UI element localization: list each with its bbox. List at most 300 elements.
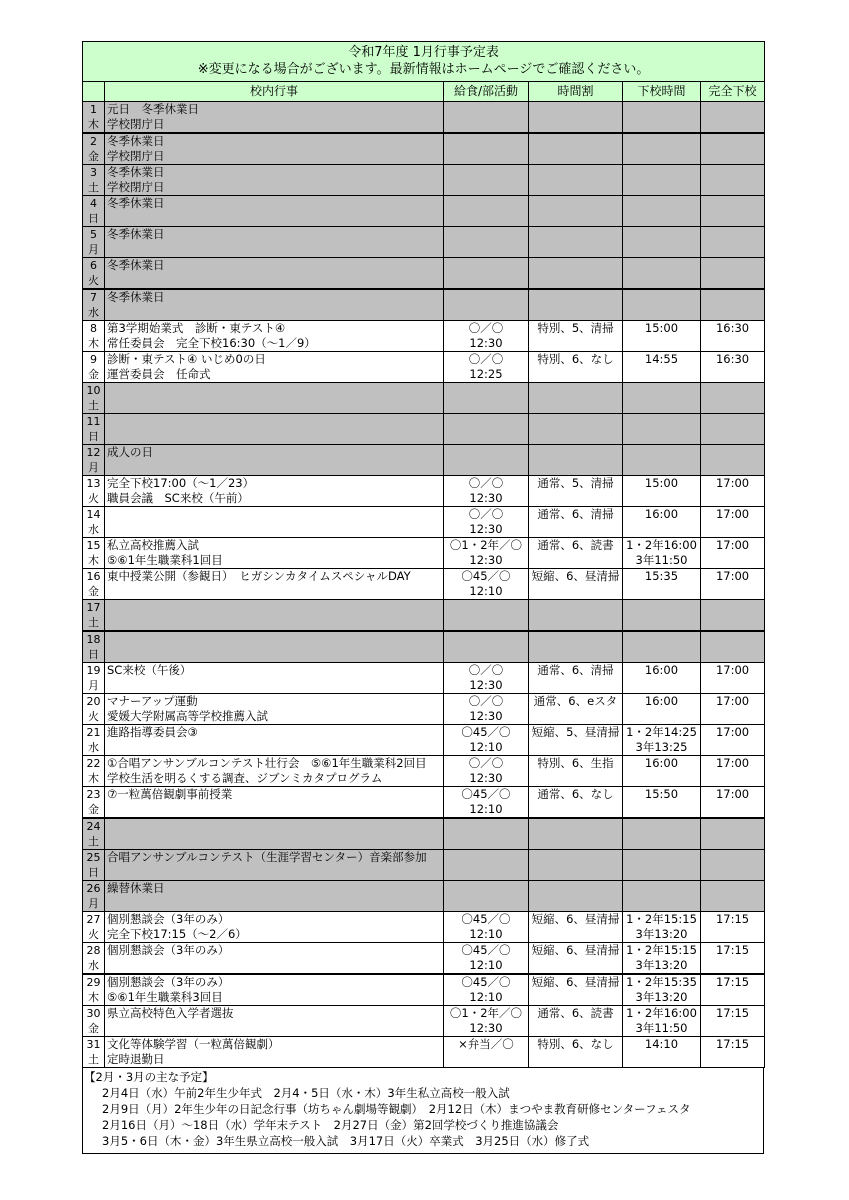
date-cell xyxy=(83,165,105,196)
timetable-cell xyxy=(529,881,623,912)
lunch-time: 12:30 xyxy=(469,491,503,505)
final-dismissal-time: 17:15 xyxy=(715,912,750,926)
table-row xyxy=(83,102,765,134)
weekday: 金 xyxy=(88,150,99,163)
final-dismissal-cell xyxy=(701,881,765,912)
table-row xyxy=(83,912,765,943)
weekday: 月 xyxy=(88,679,99,692)
weekday: 土 xyxy=(88,181,99,194)
day-number: 10 xyxy=(86,384,101,397)
timetable-cell xyxy=(529,569,623,600)
lunch-club-cell xyxy=(444,600,529,632)
dismissal-cell xyxy=(623,258,701,290)
dismissal-cell xyxy=(623,321,701,352)
final-dismissal-time: 16:30 xyxy=(715,321,750,335)
lunch-club-status: 〇45／〇 xyxy=(461,569,511,583)
table-row xyxy=(83,352,765,383)
lunch-club-cell xyxy=(444,818,529,850)
lunch-club-cell xyxy=(444,227,529,258)
timetable-cell xyxy=(529,600,623,632)
dismissal-cell xyxy=(623,569,701,600)
day-number: 23 xyxy=(86,788,101,801)
dismissal-cell xyxy=(623,227,701,258)
column-header-events: 校内行事 xyxy=(105,82,444,102)
events-cell xyxy=(105,631,444,663)
weekday: 金 xyxy=(88,1022,99,1035)
timetable-value: 短縮、6、昼清掃 xyxy=(531,569,620,583)
page-title: 令和7年度 1月行事予定表 xyxy=(348,45,499,60)
schedule-body xyxy=(83,102,765,1068)
weekday: 日 xyxy=(88,866,99,879)
dismissal-time: 16:00 xyxy=(644,694,679,708)
lunch-club-cell xyxy=(444,1037,529,1068)
timetable-value: 通常、6、なし xyxy=(537,787,614,801)
events-cell xyxy=(105,1037,444,1068)
lunch-time: 12:30 xyxy=(469,1021,503,1035)
final-dismissal-cell xyxy=(701,974,765,1006)
events-cell xyxy=(105,258,444,290)
dismissal-cell xyxy=(623,289,701,321)
day-number: 12 xyxy=(86,446,101,459)
dismissal-cell xyxy=(623,756,701,787)
timetable-value: 短縮、5、昼清掃 xyxy=(531,725,620,739)
dismissal-time-3rd: 3年13:20 xyxy=(635,958,688,972)
lunch-club-status: 〇／〇 xyxy=(468,756,504,770)
timetable-cell xyxy=(529,725,623,756)
final-dismissal-cell xyxy=(701,1037,765,1068)
final-dismissal-cell xyxy=(701,445,765,476)
events-cell xyxy=(105,725,444,756)
timetable-cell xyxy=(529,850,623,881)
event-line: 元日 冬季休業日 xyxy=(107,102,199,116)
schedule-sheet xyxy=(82,41,764,1154)
event-line: 冬季休業日 xyxy=(107,134,165,148)
lunch-club-cell xyxy=(444,1006,529,1037)
date-cell xyxy=(83,258,105,290)
event-line: 冬季休業日 xyxy=(107,290,165,304)
dismissal-cell xyxy=(623,476,701,507)
timetable-cell xyxy=(529,631,623,663)
date-cell xyxy=(83,881,105,912)
final-dismissal-time: 17:15 xyxy=(715,975,750,989)
events-cell xyxy=(105,881,444,912)
weekday: 火 xyxy=(88,928,99,941)
table-row xyxy=(83,289,765,321)
dismissal-cell xyxy=(623,352,701,383)
events-cell xyxy=(105,414,444,445)
table-row xyxy=(83,165,765,196)
weekday: 木 xyxy=(88,991,99,1004)
dismissal-cell xyxy=(623,943,701,975)
timetable-cell xyxy=(529,476,623,507)
dismissal-cell xyxy=(623,663,701,694)
timetable-value: 通常、6、読書 xyxy=(537,1006,614,1020)
dismissal-time: 15:00 xyxy=(644,476,679,490)
final-dismissal-cell xyxy=(701,258,765,290)
table-row xyxy=(83,414,765,445)
lunch-time: 12:10 xyxy=(469,958,503,972)
final-dismissal-time: 17:00 xyxy=(715,507,750,521)
event-line: 県立高校特色入学者選抜 xyxy=(107,1006,234,1020)
lunch-club-status: 〇45／〇 xyxy=(461,943,511,957)
event-line: ⑤⑥1年生職業科1回目 xyxy=(107,553,223,567)
upcoming-notes xyxy=(82,1068,764,1154)
events-cell xyxy=(105,196,444,227)
day-number: 3 xyxy=(90,166,97,179)
table-row xyxy=(83,507,765,538)
lunch-club-cell xyxy=(444,787,529,819)
event-line: 個別懇談会（3年のみ） xyxy=(107,912,230,926)
table-row xyxy=(83,881,765,912)
events-cell xyxy=(105,569,444,600)
dismissal-cell xyxy=(623,383,701,414)
date-cell xyxy=(83,694,105,725)
final-dismissal-cell xyxy=(701,694,765,725)
dismissal-cell xyxy=(623,694,701,725)
day-number: 19 xyxy=(86,664,101,677)
table-row xyxy=(83,974,765,1006)
lunch-club-cell xyxy=(444,102,529,134)
day-number: 25 xyxy=(86,851,101,864)
events-cell xyxy=(105,850,444,881)
event-line: 成人の日 xyxy=(107,445,153,459)
lunch-club-cell xyxy=(444,974,529,1006)
day-number: 18 xyxy=(86,633,101,646)
date-cell xyxy=(83,445,105,476)
timetable-cell xyxy=(529,445,623,476)
final-dismissal-time: 17:15 xyxy=(715,1037,750,1051)
weekday: 火 xyxy=(88,492,99,505)
notes-line: 2月9日（月）2年生少年の日記念行事（坊ちゃん劇場等観劇） 2月12日（木）まつやま教育研修センターフェスタ xyxy=(102,1102,691,1116)
date-cell xyxy=(83,943,105,975)
lunch-club-cell xyxy=(444,881,529,912)
lunch-time: 12:30 xyxy=(469,678,503,692)
lunch-time: 12:10 xyxy=(469,802,503,816)
day-number: 17 xyxy=(86,601,101,614)
lunch-club-status: 〇／〇 xyxy=(468,507,504,521)
final-dismissal-cell xyxy=(701,196,765,227)
day-number: 11 xyxy=(86,415,101,428)
lunch-club-status: 〇1・2年／〇 xyxy=(449,538,523,552)
date-cell xyxy=(83,227,105,258)
lunch-club-status: 〇／〇 xyxy=(468,321,504,335)
final-dismissal-cell xyxy=(701,663,765,694)
dismissal-time-3rd: 3年13:20 xyxy=(635,927,688,941)
dismissal-time: 14:55 xyxy=(644,352,679,366)
dismissal-time-3rd: 3年13:20 xyxy=(635,990,688,1004)
timetable-value: 特別、6、なし xyxy=(537,1037,614,1051)
event-line: ①合唱アンサンブルコンテスト壮行会 ⑤⑥1年生職業科2回目 xyxy=(107,756,427,770)
dismissal-cell xyxy=(623,196,701,227)
timetable-value: 通常、5、清掃 xyxy=(537,476,614,490)
timetable-cell xyxy=(529,321,623,352)
date-cell xyxy=(83,289,105,321)
final-dismissal-cell xyxy=(701,289,765,321)
weekday: 水 xyxy=(88,959,99,972)
column-header-date xyxy=(83,82,105,102)
final-dismissal-cell xyxy=(701,631,765,663)
day-number: 14 xyxy=(86,508,101,521)
final-dismissal-cell xyxy=(701,165,765,196)
timetable-value: 短縮、6、昼清掃 xyxy=(531,975,620,989)
dismissal-time: 1・2年15:35 xyxy=(626,975,697,989)
final-dismissal-cell xyxy=(701,1006,765,1037)
lunch-club-cell xyxy=(444,912,529,943)
weekday: 木 xyxy=(88,554,99,567)
dismissal-time: 16:00 xyxy=(644,756,679,770)
date-cell xyxy=(83,321,105,352)
events-cell xyxy=(105,445,444,476)
event-line: 個別懇談会（3年のみ） xyxy=(107,975,230,989)
event-line: 愛媛大学附属高等学校推薦入試 xyxy=(107,709,268,723)
event-line: 東中授業公開（参観日） ヒガシンカタイムスペシャルDAY xyxy=(107,569,411,583)
day-number: 1 xyxy=(90,103,97,116)
lunch-club-cell xyxy=(444,445,529,476)
column-header-dismissal: 下校時間 xyxy=(623,82,701,102)
events-cell xyxy=(105,756,444,787)
dismissal-time: 14:10 xyxy=(644,1037,679,1051)
lunch-time: 12:30 xyxy=(469,336,503,350)
table-row xyxy=(83,445,765,476)
day-number: 26 xyxy=(86,882,101,895)
timetable-cell xyxy=(529,414,623,445)
column-header-timetable: 時間割 xyxy=(529,82,623,102)
table-row xyxy=(83,321,765,352)
date-cell xyxy=(83,569,105,600)
dismissal-cell xyxy=(623,1006,701,1037)
weekday: 火 xyxy=(88,274,99,287)
weekday: 日 xyxy=(88,430,99,443)
lunch-time: 12:10 xyxy=(469,990,503,1004)
date-cell xyxy=(83,663,105,694)
events-cell xyxy=(105,289,444,321)
final-dismissal-cell xyxy=(701,725,765,756)
weekday: 月 xyxy=(88,897,99,910)
lunch-club-cell xyxy=(444,694,529,725)
event-line: 冬季休業日 xyxy=(107,196,165,210)
notes-line: 3月5・6日（木・金）3年生県立高校一般入試 3月17日（火）卒業式 3月25日（水）修了式 xyxy=(102,1134,590,1148)
date-cell xyxy=(83,725,105,756)
final-dismissal-cell xyxy=(701,227,765,258)
table-row xyxy=(83,383,765,414)
day-number: 24 xyxy=(86,820,101,833)
title-block xyxy=(83,42,765,82)
event-line: 常任委員会 完全下校16:30（～1／9） xyxy=(107,336,316,350)
events-cell xyxy=(105,943,444,975)
day-number: 9 xyxy=(90,353,97,366)
dismissal-cell xyxy=(623,974,701,1006)
dismissal-cell xyxy=(623,414,701,445)
date-cell xyxy=(83,912,105,943)
lunch-time: 12:30 xyxy=(469,709,503,723)
day-number: 27 xyxy=(86,913,101,926)
table-row xyxy=(83,227,765,258)
lunch-club-cell xyxy=(444,538,529,569)
dismissal-cell xyxy=(623,133,701,165)
events-cell xyxy=(105,476,444,507)
dismissal-cell xyxy=(623,850,701,881)
timetable-value: 短縮、6、昼清掃 xyxy=(531,912,620,926)
weekday: 土 xyxy=(88,399,99,412)
dismissal-cell xyxy=(623,445,701,476)
event-line: 冬季休業日 xyxy=(107,165,165,179)
final-dismissal-cell xyxy=(701,538,765,569)
day-number: 15 xyxy=(86,539,101,552)
timetable-value: 通常、6、読書 xyxy=(537,538,614,552)
dismissal-cell xyxy=(623,787,701,819)
event-line: 第3学期始業式 診断・東テスト④ xyxy=(107,321,286,335)
table-row xyxy=(83,787,765,819)
day-number: 13 xyxy=(86,477,101,490)
timetable-cell xyxy=(529,663,623,694)
events-cell xyxy=(105,133,444,165)
timetable-value: 通常、6、清掃 xyxy=(537,507,614,521)
final-dismissal-time: 17:00 xyxy=(715,663,750,677)
timetable-cell xyxy=(529,756,623,787)
event-line: 職員会議 SC来校（午前） xyxy=(107,491,249,505)
dismissal-cell xyxy=(623,631,701,663)
events-cell xyxy=(105,507,444,538)
notes-line: 2月4日（水）午前2年生少年式 2月4・5日（水・木）3年生私立高校一般入試 xyxy=(102,1086,510,1100)
event-line: 完全下校17:00（～1／23） xyxy=(107,476,255,490)
table-row xyxy=(83,943,765,975)
timetable-cell xyxy=(529,258,623,290)
event-line: ⑦一粒萬倍観劇事前授業 xyxy=(107,787,233,801)
dismissal-time-3rd: 3年13:25 xyxy=(635,740,688,754)
lunch-club-cell xyxy=(444,631,529,663)
date-cell xyxy=(83,974,105,1006)
lunch-time: 12:10 xyxy=(469,584,503,598)
event-line: 冬季休業日 xyxy=(107,258,165,272)
table-row xyxy=(83,476,765,507)
date-cell xyxy=(83,787,105,819)
table-row xyxy=(83,850,765,881)
dismissal-cell xyxy=(623,102,701,134)
date-cell xyxy=(83,818,105,850)
final-dismissal-time: 17:00 xyxy=(715,538,750,552)
day-number: 31 xyxy=(86,1038,101,1051)
final-dismissal-time: 17:00 xyxy=(715,694,750,708)
lunch-club-cell xyxy=(444,321,529,352)
date-cell xyxy=(83,850,105,881)
timetable-cell xyxy=(529,943,623,975)
weekday: 金 xyxy=(88,803,99,816)
timetable-cell xyxy=(529,1037,623,1068)
timetable-value: 特別、6、生指 xyxy=(537,756,614,770)
timetable-cell xyxy=(529,974,623,1006)
timetable-cell xyxy=(529,383,623,414)
dismissal-cell xyxy=(623,538,701,569)
dismissal-time-3rd: 3年11:50 xyxy=(635,553,688,567)
timetable-value: 通常、6、eスタ xyxy=(533,694,618,708)
dismissal-time: 15:35 xyxy=(644,569,679,583)
date-cell xyxy=(83,414,105,445)
event-line: 定時退勤日 xyxy=(107,1052,165,1066)
dismissal-cell xyxy=(623,600,701,632)
event-line: 個別懇談会（3年のみ） xyxy=(107,943,230,957)
table-row xyxy=(83,756,765,787)
timetable-cell xyxy=(529,196,623,227)
events-cell xyxy=(105,694,444,725)
lunch-time: 12:30 xyxy=(469,771,503,785)
dismissal-time: 1・2年15:15 xyxy=(626,943,697,957)
lunch-club-cell xyxy=(444,663,529,694)
event-line: 文化等体験学習（一粒萬倍観劇） xyxy=(107,1037,280,1051)
lunch-club-cell xyxy=(444,850,529,881)
timetable-cell xyxy=(529,1006,623,1037)
final-dismissal-cell xyxy=(701,352,765,383)
lunch-club-cell xyxy=(444,943,529,975)
table-row xyxy=(83,1037,765,1068)
schedule-table xyxy=(82,41,765,1068)
lunch-club-cell xyxy=(444,133,529,165)
lunch-club-status: 〇／〇 xyxy=(468,663,504,677)
final-dismissal-cell xyxy=(701,818,765,850)
lunch-club-status: 〇1・2年／〇 xyxy=(449,1006,523,1020)
weekday: 金 xyxy=(88,585,99,598)
date-cell xyxy=(83,133,105,165)
dismissal-time: 16:00 xyxy=(644,507,679,521)
day-number: 8 xyxy=(90,322,97,335)
events-cell xyxy=(105,974,444,1006)
dismissal-time: 15:50 xyxy=(644,787,679,801)
dismissal-time: 1・2年16:00 xyxy=(626,1006,697,1020)
dismissal-cell xyxy=(623,912,701,943)
weekday: 水 xyxy=(88,306,99,319)
date-cell xyxy=(83,383,105,414)
day-number: 28 xyxy=(86,944,101,957)
events-cell xyxy=(105,383,444,414)
lunch-club-status: ×弁当／〇 xyxy=(458,1037,514,1051)
final-dismissal-cell xyxy=(701,383,765,414)
table-row xyxy=(83,631,765,663)
weekday: 日 xyxy=(88,648,99,661)
lunch-club-status: 〇／〇 xyxy=(468,694,504,708)
date-cell xyxy=(83,1006,105,1037)
final-dismissal-time: 17:15 xyxy=(715,1006,750,1020)
timetable-cell xyxy=(529,102,623,134)
notes-heading: 【2月・3月の主な予定】 xyxy=(84,1070,214,1084)
weekday: 木 xyxy=(88,337,99,350)
date-cell xyxy=(83,196,105,227)
date-cell xyxy=(83,507,105,538)
table-row xyxy=(83,538,765,569)
column-header-row xyxy=(83,82,765,102)
day-number: 16 xyxy=(86,570,101,583)
date-cell xyxy=(83,600,105,632)
events-cell xyxy=(105,538,444,569)
table-row xyxy=(83,133,765,165)
day-number: 21 xyxy=(86,726,101,739)
lunch-club-cell xyxy=(444,476,529,507)
events-cell xyxy=(105,321,444,352)
weekday: 月 xyxy=(88,243,99,256)
timetable-cell xyxy=(529,227,623,258)
date-cell xyxy=(83,352,105,383)
event-line: 進路指導委員会③ xyxy=(107,725,198,739)
final-dismissal-time: 17:00 xyxy=(715,569,750,583)
lunch-club-status: 〇／〇 xyxy=(468,476,504,490)
final-dismissal-time: 17:00 xyxy=(715,756,750,770)
table-row xyxy=(83,663,765,694)
timetable-cell xyxy=(529,507,623,538)
day-number: 30 xyxy=(86,1007,101,1020)
dismissal-time: 1・2年16:00 xyxy=(626,538,697,552)
dismissal-time: 15:00 xyxy=(644,321,679,335)
lunch-time: 12:25 xyxy=(469,367,503,381)
day-number: 4 xyxy=(90,197,97,210)
lunch-time: 12:10 xyxy=(469,740,503,754)
